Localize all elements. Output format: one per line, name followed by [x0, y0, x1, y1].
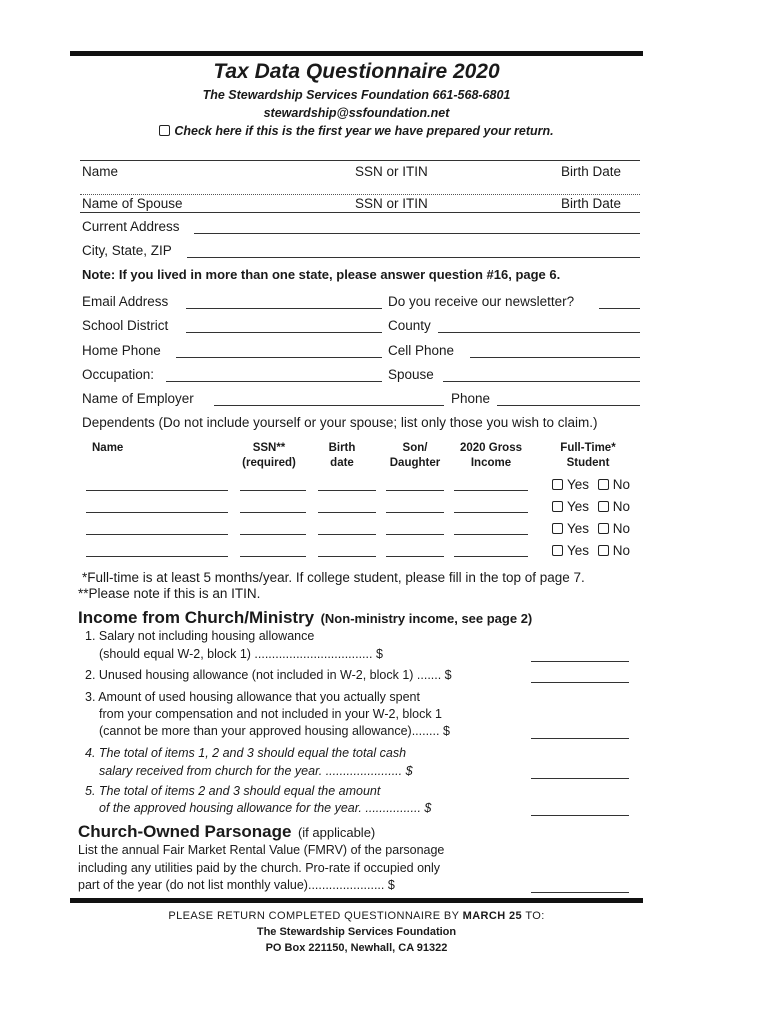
dep-gross-field[interactable]: [454, 556, 528, 557]
yes-checkbox[interactable]: [552, 523, 563, 534]
spouse-ssn-label: SSN or ITIN: [355, 196, 428, 211]
divider: [80, 160, 640, 161]
dep-ssn-field[interactable]: [240, 556, 306, 557]
return-suffix: TO:: [522, 910, 545, 922]
parsonage-subtitle: (if applicable): [297, 825, 376, 840]
income-subtitle: (Non-ministry income, see page 2): [320, 611, 533, 626]
dependents-intro: Dependents (Do not include yourself or your spouse; list only those you wish to claim.): [82, 415, 598, 430]
dep-col-son-line1: Son/: [402, 442, 428, 454]
item2-line: 2. Unused housing allowance (not included in W-2, block 1) ....... $: [85, 668, 452, 682]
address-field[interactable]: [194, 233, 640, 234]
parsonage-amount-field[interactable]: [531, 892, 629, 893]
item1-line1: 1. Salary not including housing allowance: [85, 629, 315, 643]
parsonage-line3: part of the year (do not list monthly value)...................... $: [78, 878, 395, 892]
parsonage-title: Church-Owned Parsonage: [78, 822, 292, 841]
parsonage-line2: including any utilities paid by the church. Pro-rate if occupied only: [78, 861, 441, 875]
email-label: Email Address: [82, 294, 169, 309]
city-field[interactable]: [187, 257, 640, 258]
no-checkbox[interactable]: [598, 523, 609, 534]
dep-fulltime-choice: [552, 521, 630, 536]
item5-line2: of the approved housing allowance for the year. ................ $: [99, 801, 432, 815]
dep-ssn-field[interactable]: [240, 534, 306, 535]
item1-amount-field[interactable]: [531, 661, 629, 662]
school-district-label: School District: [82, 318, 169, 333]
parsonage-heading: [78, 822, 375, 842]
footer-address: PO Box 221150, Newhall, CA 91322: [265, 942, 448, 954]
occupation-label: Occupation:: [82, 367, 155, 382]
newsletter-field[interactable]: [599, 308, 640, 309]
item3-line2: from your compensation and not included in your W-2, block 1: [99, 707, 443, 721]
no-label: No: [612, 477, 631, 492]
dep-col-birth-line2: date: [330, 457, 354, 469]
employer-label: Name of Employer: [82, 391, 194, 406]
dep-son-field[interactable]: [386, 490, 444, 491]
dep-son-field[interactable]: [386, 556, 444, 557]
occupation-field[interactable]: [166, 381, 382, 382]
dep-name-field[interactable]: [86, 490, 228, 491]
dep-ssn-field[interactable]: [240, 512, 306, 513]
income-title: Income from Church/Ministry: [78, 608, 315, 627]
yes-label: Yes: [567, 477, 590, 492]
dep-son-field[interactable]: [386, 534, 444, 535]
dep-col-fulltime-line2: Student: [566, 457, 610, 469]
cell-phone-field[interactable]: [470, 357, 640, 358]
cell-phone-label: Cell Phone: [388, 343, 455, 358]
school-district-field[interactable]: [186, 332, 382, 333]
phone-label: Phone: [451, 391, 491, 406]
address-label: Current Address: [82, 219, 180, 234]
dep-col-son-line2: Daughter: [389, 457, 441, 469]
dep-col-ssn-line1: SSN**: [252, 442, 286, 454]
yes-label: Yes: [567, 499, 590, 514]
dep-col-ssn-line2: (required): [242, 457, 296, 469]
item5-line1: 5. The total of items 2 and 3 should equal the amount: [85, 784, 381, 798]
item4-amount-field[interactable]: [531, 778, 629, 779]
dep-birth-field[interactable]: [318, 534, 376, 535]
dep-gross-field[interactable]: [454, 534, 528, 535]
no-label: No: [612, 543, 631, 558]
income-heading: [78, 608, 532, 628]
name-field[interactable]: [80, 194, 640, 195]
fulltime-footnote: *Full-time is at least 5 months/year. If college student, please fill in the top of page 7.: [82, 570, 585, 585]
employer-field[interactable]: [214, 405, 444, 406]
org-contact: The Stewardship Services Foundation 661-568-6801: [202, 88, 511, 102]
return-prefix: PLEASE RETURN COMPLETED QUESTIONNAIRE BY: [168, 910, 463, 922]
birth-date-label: Birth Date: [561, 164, 622, 179]
org-email: stewardship@ssfoundation.net: [263, 106, 450, 120]
parsonage-line1: List the annual Fair Market Rental Value (FMRV) of the parsonage: [78, 843, 445, 857]
page-title: Tax Data Questionnaire 2020: [213, 60, 500, 83]
dep-col-gross-line1: 2020 Gross: [459, 442, 522, 454]
yes-checkbox[interactable]: [552, 545, 563, 556]
item4-line2: salary received from church for the year. ...................... $: [99, 764, 413, 778]
no-label: No: [612, 499, 631, 514]
dep-fulltime-choice: [552, 477, 630, 492]
item1-line2: (should equal W-2, block 1) .................................. $: [99, 647, 383, 661]
item3-amount-field[interactable]: [531, 738, 629, 739]
dep-col-ssn: [236, 441, 302, 471]
dep-col-son: [384, 441, 446, 471]
home-phone-label: Home Phone: [82, 343, 161, 358]
home-phone-field[interactable]: [176, 357, 382, 358]
first-year-label: Check here if this is the first year we have prepared your return.: [174, 124, 554, 138]
spouse-occupation-label: Spouse: [388, 367, 434, 382]
dep-fulltime-choice: [552, 543, 630, 558]
item2-amount-field[interactable]: [531, 682, 629, 683]
no-checkbox[interactable]: [598, 545, 609, 556]
dep-gross-field[interactable]: [454, 512, 528, 513]
first-year-row: [70, 124, 643, 138]
dep-gross-field[interactable]: [454, 490, 528, 491]
yes-checkbox[interactable]: [552, 501, 563, 512]
ssn-label: SSN or ITIN: [355, 164, 428, 179]
no-label: No: [612, 521, 631, 536]
dep-son-field[interactable]: [386, 512, 444, 513]
no-checkbox[interactable]: [598, 501, 609, 512]
dep-birth-field[interactable]: [318, 490, 376, 491]
return-instruction: [70, 910, 643, 922]
dep-birth-field[interactable]: [318, 556, 376, 557]
spouse-name-label: Name of Spouse: [82, 196, 183, 211]
yes-label: Yes: [567, 521, 590, 536]
dep-col-name: Name: [92, 442, 124, 454]
dep-name-field[interactable]: [86, 512, 228, 513]
dep-ssn-field[interactable]: [240, 490, 306, 491]
no-checkbox[interactable]: [598, 479, 609, 490]
dep-col-gross-line2: Income: [470, 457, 512, 469]
spouse-field[interactable]: [80, 212, 640, 213]
item5-amount-field[interactable]: [531, 815, 629, 816]
dep-col-fulltime-line1: Full-Time*: [560, 442, 616, 454]
dep-name-field[interactable]: [86, 534, 228, 535]
county-field[interactable]: [438, 332, 640, 333]
item3-line1: 3. Amount of used housing allowance that you actually spent: [85, 690, 420, 704]
dep-col-birth-line1: Birth: [328, 442, 356, 454]
top-rule: [70, 51, 643, 56]
yes-checkbox[interactable]: [552, 479, 563, 490]
bottom-rule: [70, 898, 643, 903]
state-note: Note: If you lived in more than one state, please answer question #16, page 6.: [82, 267, 561, 282]
email-field[interactable]: [186, 308, 382, 309]
county-label: County: [388, 318, 431, 333]
return-date: MARCH 25: [462, 910, 523, 922]
dep-col-fulltime: [550, 441, 626, 471]
name-label: Name: [82, 164, 119, 179]
item3-line3: (cannot be more than your approved housing allowance)........ $: [99, 724, 450, 738]
spouse-birth-date-label: Birth Date: [561, 196, 622, 211]
dep-col-birth: [318, 441, 366, 471]
newsletter-label: Do you receive our newsletter?: [388, 294, 575, 309]
spouse-occupation-field[interactable]: [443, 381, 640, 382]
first-year-checkbox[interactable]: [159, 125, 170, 136]
yes-label: Yes: [567, 543, 590, 558]
dep-col-gross: [454, 441, 528, 471]
item4-line1: 4. The total of items 1, 2 and 3 should equal the total cash: [85, 746, 407, 760]
footer-org: The Stewardship Services Foundation: [256, 926, 457, 938]
employer-phone-field[interactable]: [497, 405, 640, 406]
dep-fulltime-choice: [552, 499, 630, 514]
city-label: City, State, ZIP: [82, 243, 172, 258]
dep-name-field[interactable]: [86, 556, 228, 557]
dep-birth-field[interactable]: [318, 512, 376, 513]
itin-footnote: **Please note if this is an ITIN.: [78, 586, 261, 601]
